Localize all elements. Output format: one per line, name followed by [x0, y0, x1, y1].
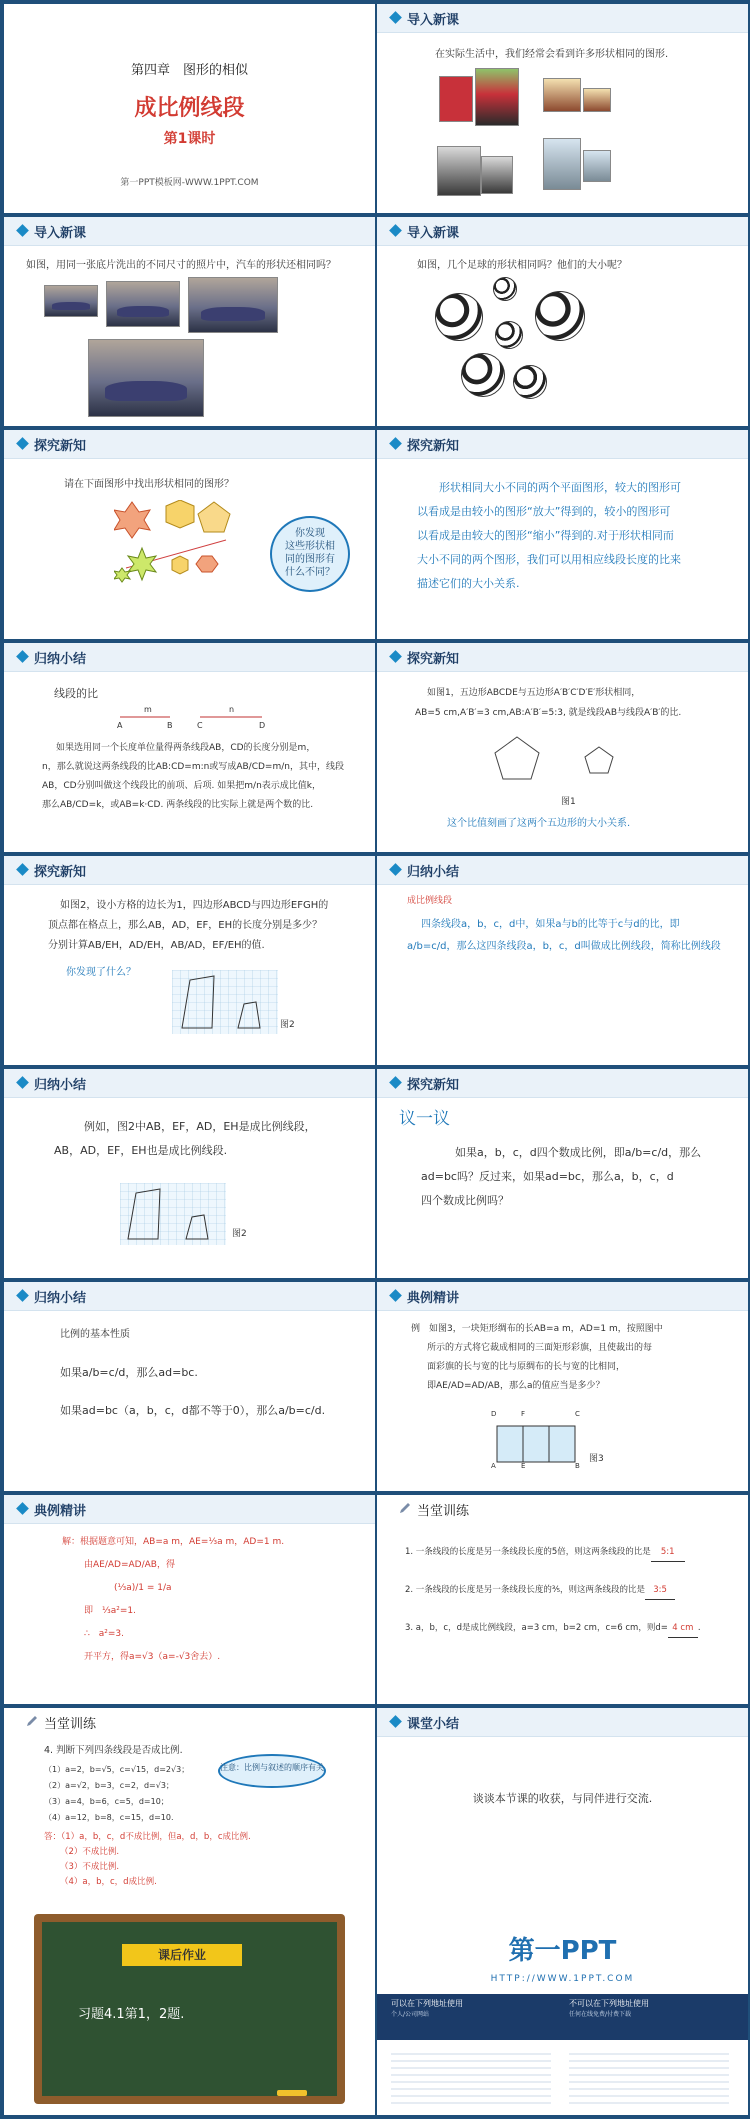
disallowed-sub: 任何在线免费/付费下载 [569, 2011, 632, 2018]
solution-line: ∴ a²=3. [84, 1629, 124, 1639]
point-d: D [491, 1410, 497, 1418]
slide-silk-example[interactable] [377, 1282, 748, 1491]
answer-line: （3）不成比例. [60, 1862, 120, 1872]
text-line: 四个数成比例吗？ [421, 1194, 509, 1207]
solution-text [62, 1531, 284, 1669]
practice-question: 4. 判断下列四条线段是否成比例. [44, 1745, 183, 1756]
answer-line: （4）a，b，c，d成比例. [60, 1877, 157, 1887]
question-text: 3. a，b，c，d是成比例线段，a=3 cm，b=2 cm，c=6 cm，则d= [405, 1623, 668, 1633]
intro-text: 在实际生活中，我们经常会看到许多形状相同的图形. [435, 49, 669, 60]
grid-figure [120, 1183, 226, 1245]
practice-item: （1）a=2，b=√5，c=√15，d=2√3； [44, 1765, 190, 1774]
header-title: 探究新知 [407, 652, 460, 667]
summary-text: 谈谈本节课的收获，与同伴进行交流. [472, 1792, 653, 1805]
slide-grid-quad[interactable] [4, 856, 375, 1065]
segments-figure [114, 709, 274, 733]
point-a: A [491, 1462, 496, 1470]
header-title: 探究新知 [407, 1078, 460, 1093]
source-label: 第一PPT模板网-WWW.1PPT.COM [120, 178, 259, 188]
paragraph-line: 以看成是由较大的图形“缩小”得到的.对于形状相同而 [417, 529, 674, 542]
diamond-icon [389, 1289, 402, 1302]
pencil-icon [399, 1502, 411, 1514]
slide-header [4, 856, 375, 885]
shapes-question: 请在下面图形中找出形状相同的图形？ [64, 479, 234, 490]
chapter-label: 第四章 图形的相似 [130, 63, 248, 78]
slide-header [377, 1069, 748, 1098]
soccer-ball-icon [461, 353, 505, 397]
slide-header [377, 1282, 748, 1311]
text-line: a/b=c/d，那么这四条线段a，b，c，d叫做成比例线段，简称比例线段 [407, 941, 721, 952]
discuss-title: 议一议 [399, 1109, 450, 1129]
property-line-2: 如果ad=bc（a，b，c，d都不等于0），那么a/b=c/d. [60, 1404, 326, 1417]
slide-scale-explain[interactable] [377, 430, 748, 639]
note-bubble: 注意：比例与叙述的顺序有关 [218, 1754, 326, 1788]
fish-photo-large [543, 138, 581, 190]
text-line: ad=bc吗？反过来，如果ad=bc，那么a，b，c，d [421, 1170, 674, 1183]
header-title: 归纳小结 [34, 652, 87, 667]
answer-line: 答：（1）a，b，c，d不成比例，但a，d，b，c成比例. [44, 1832, 251, 1842]
text-line: 面彩旗的长与宽的比与原绸布的长与宽的比相同， [427, 1362, 626, 1372]
text-line: 即AE/AD=AD/AB，那么a的值应当是多少？ [427, 1381, 605, 1391]
slide-summary[interactable] [377, 1708, 748, 1917]
ratio-note: 这个比值刻画了这两个五边形的大小关系. [447, 818, 631, 829]
point-c: C [575, 1410, 580, 1418]
slide-header [377, 1495, 748, 1523]
diamond-icon [389, 11, 402, 24]
header-title: 课堂小结 [407, 1717, 460, 1732]
slide-intro-shapes[interactable] [377, 4, 748, 213]
discuss-text [421, 1141, 701, 1213]
text-line: 所示的方式将它裁成相同的三面矩形彩旗，且使裁出的每 [427, 1343, 653, 1353]
car-photo-large [188, 277, 278, 333]
label-m: m [144, 705, 152, 714]
text-line: 如图2，设小方格的边长为1，四边形ABCD与四边形EFGH的 [60, 900, 329, 911]
paragraph-line: 形状相同大小不同的两个平面图形，较大的图形可 [439, 481, 681, 494]
question-end: . [697, 1623, 701, 1633]
solution-line: 由AE/AD=AD/AB，得 [84, 1560, 175, 1570]
bubble-line: 你发现 [295, 528, 325, 539]
text-line: AB=5 cm,A′B′=3 cm,AB:A′B′=5:3, 就是线段AB与线段A′B′的比. [415, 708, 682, 718]
header-title: 归纳小结 [34, 1291, 87, 1306]
soccer-ball-icon [495, 321, 523, 349]
discover-prompt: 你发现了什么？ [66, 967, 136, 978]
allowed-sub: 个人/公司网站 [391, 2011, 430, 2018]
pencil-icon [26, 1715, 38, 1727]
soccer-ball-icon [535, 291, 585, 341]
slide-header [4, 1069, 375, 1098]
car-photo-small [44, 285, 98, 317]
house-photo-large [543, 78, 581, 112]
diamond-icon [16, 1076, 29, 1089]
figure-caption: 图3 [589, 1454, 604, 1464]
answer-blank[interactable]: 4 cm [668, 1619, 698, 1638]
homework-text: 习题4.1第1，2题. [78, 2007, 185, 2022]
definition-line: AB，CD分别叫做这个线段比的前项、后项. 如果把m/n表示成比值k， [42, 781, 321, 791]
soccer-ball-icon [513, 365, 547, 399]
definition-line: 那么AB/CD=k，或AB=k·CD. 两条线段的比实际上就是两个数的比. [42, 800, 314, 810]
practice-answer [44, 1830, 251, 1890]
diamond-icon [389, 437, 402, 450]
point-d: D [259, 721, 266, 730]
definition-line: n，那么就说这两条线段的比AB:CD=m:n或写成AB/CD=m/n，其中，线段 [42, 762, 344, 772]
soccer-ball-icon [435, 293, 483, 341]
header-title: 典例精讲 [34, 1504, 87, 1519]
term-label: 成比例线段 [407, 896, 453, 906]
pentagon-text [415, 683, 681, 723]
text-line: 如图1，五边形ABCDE与五边形A′B′C′D′E′形状相同， [427, 688, 641, 698]
car-question: 如图，用同一张底片洗出的不同尺寸的照片中，汽车的形状还相同吗？ [26, 260, 336, 271]
practice-item: （4）a=12，b=8，c=15，d=10. [44, 1813, 174, 1822]
grid-question [48, 896, 328, 956]
slide-pentagon-ratio[interactable] [377, 643, 748, 852]
slide-homework[interactable] [4, 1906, 375, 2115]
practice-items [44, 1762, 189, 1826]
example-text [411, 1320, 663, 1396]
slide-discuss[interactable] [377, 1069, 748, 1278]
classic-car-small [481, 156, 513, 194]
question-text: 1. 一条线段的长度是另一条线段长度的5倍，则这两条线段的比是 [405, 1547, 651, 1557]
header-title: 当堂训练 [44, 1717, 97, 1732]
diamond-icon [16, 863, 29, 876]
header-title: 当堂训练 [417, 1504, 470, 1519]
diamond-icon [16, 650, 29, 663]
slide-soccer-balls[interactable] [377, 217, 748, 426]
diamond-icon [16, 1502, 29, 1515]
slide-title[interactable] [4, 4, 375, 213]
slide-practice-1[interactable] [377, 1495, 748, 1704]
slide-car-photos[interactable] [4, 217, 375, 426]
text-line: 如果a，b，c，d四个数成比例，即a/b=c/d，那么 [455, 1146, 702, 1159]
practice-item: （2）a=√2，b=3，c=2，d=√3； [44, 1781, 174, 1790]
slide-header [4, 430, 375, 459]
answer-blank[interactable]: 3:5 [645, 1581, 675, 1600]
diamond-icon [16, 224, 29, 237]
slide-header [4, 1495, 375, 1524]
solution-line: (⅓a)/1 = 1/a [114, 1583, 172, 1593]
diamond-icon [389, 1076, 402, 1089]
paragraph-line: 以看成是由较小的图形“放大”得到的，较小的图形可 [417, 505, 671, 518]
chalkboard [34, 1914, 345, 2104]
slide-header [377, 856, 748, 885]
slide-example-proportional[interactable] [4, 1069, 375, 1278]
slide-proportional-def[interactable] [377, 856, 748, 1065]
text-line: 例如，图2中AB，EF，AD，EH是成比例线段， [84, 1120, 316, 1133]
text-line: 分别计算AB/EH，AD/EH，AB/AD，EF/EH的值. [48, 940, 265, 951]
boy-photo-large [475, 68, 519, 126]
bubble-line: 同的图形有 [285, 554, 335, 565]
slide-brand[interactable] [377, 1906, 748, 2115]
diamond-icon [389, 863, 402, 876]
slide-basic-property[interactable] [4, 1282, 375, 1491]
header-title: 探究新知 [407, 439, 460, 454]
diamond-icon [389, 650, 402, 663]
point-c: C [197, 721, 203, 730]
soccer-ball-icon [493, 277, 517, 301]
slide-practice-2[interactable] [4, 1708, 375, 1917]
diamond-icon [16, 1289, 29, 1302]
property-line-1: 如果a/b=c/d，那么ad=bc. [60, 1366, 198, 1379]
ball-question: 如图，几个足球的形状相同吗？他们的大小呢？ [417, 260, 627, 271]
grid-figure [172, 970, 278, 1034]
lesson-subtitle: 第1课时 [163, 131, 216, 147]
bubble-line: 这些形状相 [285, 541, 335, 552]
header-title: 导入新课 [407, 13, 460, 28]
slide-header [4, 643, 375, 672]
link-list-right [569, 2048, 729, 2106]
slide-header [377, 217, 748, 246]
term-label: 比例的基本性质 [60, 1329, 130, 1340]
header-title: 导入新课 [34, 226, 87, 241]
allowed-head: 可以在下列地址使用 [391, 1999, 463, 2008]
practice-q3 [405, 1619, 701, 1638]
paragraph-line: 描述它们的大小关系. [417, 577, 520, 590]
proportional-text [407, 914, 721, 958]
slide-find-shapes[interactable] [4, 430, 375, 639]
point-e: E [521, 1462, 526, 1470]
slide-header [4, 1282, 375, 1311]
text-line: AB，AD，EF，EH也是成比例线段. [54, 1144, 228, 1157]
slide-header [4, 1708, 375, 1736]
header-title: 典例精讲 [407, 1291, 460, 1306]
text-line: 顶点都在格点上，那么AB，AD，EF，EH的长度分别是多少？ [48, 920, 323, 931]
slide-header [377, 643, 748, 672]
homework-title: 课后作业 [122, 1944, 242, 1966]
slide-solution[interactable] [4, 1495, 375, 1704]
brand-logo: 第一PPT [508, 1936, 617, 1966]
term-label: 线段的比 [54, 687, 98, 700]
car-photo-xlarge [88, 339, 204, 417]
disallowed-head: 不可以在下列地址使用 [569, 1999, 649, 2008]
label-n: n [229, 705, 235, 714]
definition-line: 如果选用同一个长度单位量得两条线段AB，CD的长度分别是m， [56, 743, 316, 753]
practice-q1 [405, 1543, 685, 1562]
silk-figure [491, 1418, 581, 1468]
text-line: 例 如图3，一块矩形绸布的长AB=a m，AD=1 m，按照图中 [411, 1324, 663, 1334]
text-line: 四条线段a，b，c，d中，如果a与b的比等于c与d的比，即 [421, 919, 680, 930]
brand-url[interactable]: HTTP://WWW.1PPT.COM [490, 1974, 635, 1984]
header-title: 归纳小结 [34, 1078, 87, 1093]
car-photo-medium [106, 281, 180, 327]
answer-line: （2）不成比例. [60, 1847, 120, 1857]
header-title: 探究新知 [34, 439, 87, 454]
diamond-icon [389, 224, 402, 237]
figure-caption: 图2 [280, 1020, 295, 1030]
classic-car-large [437, 146, 481, 196]
point-f: F [521, 1410, 526, 1418]
boy-photo-small [439, 76, 473, 122]
slide-header [377, 430, 748, 459]
solution-line: 开平方，得a=√3（a=-√3舍去）. [84, 1652, 221, 1662]
point-a: A [117, 721, 123, 730]
practice-item: （3）a=4，b=6，c=5，d=10； [44, 1797, 169, 1806]
question-text: 2. 一条线段的长度是另一条线段长度的⅗，则这两条线段的比是 [405, 1585, 646, 1595]
shapes-figure [114, 500, 254, 630]
point-b: B [167, 721, 173, 730]
solution-line: 即 ⅓a²=1. [84, 1606, 136, 1616]
slide-header [377, 1708, 748, 1737]
diamond-icon [389, 1715, 402, 1728]
solution-line: 解：根据题意可知，AB=a m，AE=⅓a m，AD=1 m. [62, 1537, 285, 1547]
figure-caption: 图1 [561, 797, 576, 807]
header-title: 探究新知 [34, 865, 87, 880]
house-photo-small [583, 88, 611, 112]
ratio-definition [42, 739, 372, 815]
header-title: 归纳小结 [407, 865, 460, 880]
chalk [277, 2090, 307, 2096]
bubble-line: 什么不同？ [285, 567, 335, 578]
thought-bubble [270, 516, 350, 592]
point-b: B [575, 1462, 580, 1470]
example-text [54, 1115, 316, 1163]
scale-paragraph [417, 476, 681, 596]
slide-segment-ratio[interactable] [4, 643, 375, 852]
link-list-left [391, 2048, 551, 2106]
info-bar [377, 1994, 748, 2040]
fish-photo-small [583, 150, 611, 182]
practice-q2 [405, 1581, 675, 1600]
answer-blank[interactable]: 5:1 [651, 1543, 685, 1562]
lesson-title: 成比例线段 [134, 96, 245, 121]
diamond-icon [16, 437, 29, 450]
slide-header [4, 217, 375, 246]
paragraph-line: 大小不同的两个图形，我们可以用相应线段长度的比来 [417, 553, 681, 566]
slide-header [377, 4, 748, 33]
figure-caption: 图2 [232, 1229, 247, 1239]
header-title: 导入新课 [407, 226, 460, 241]
